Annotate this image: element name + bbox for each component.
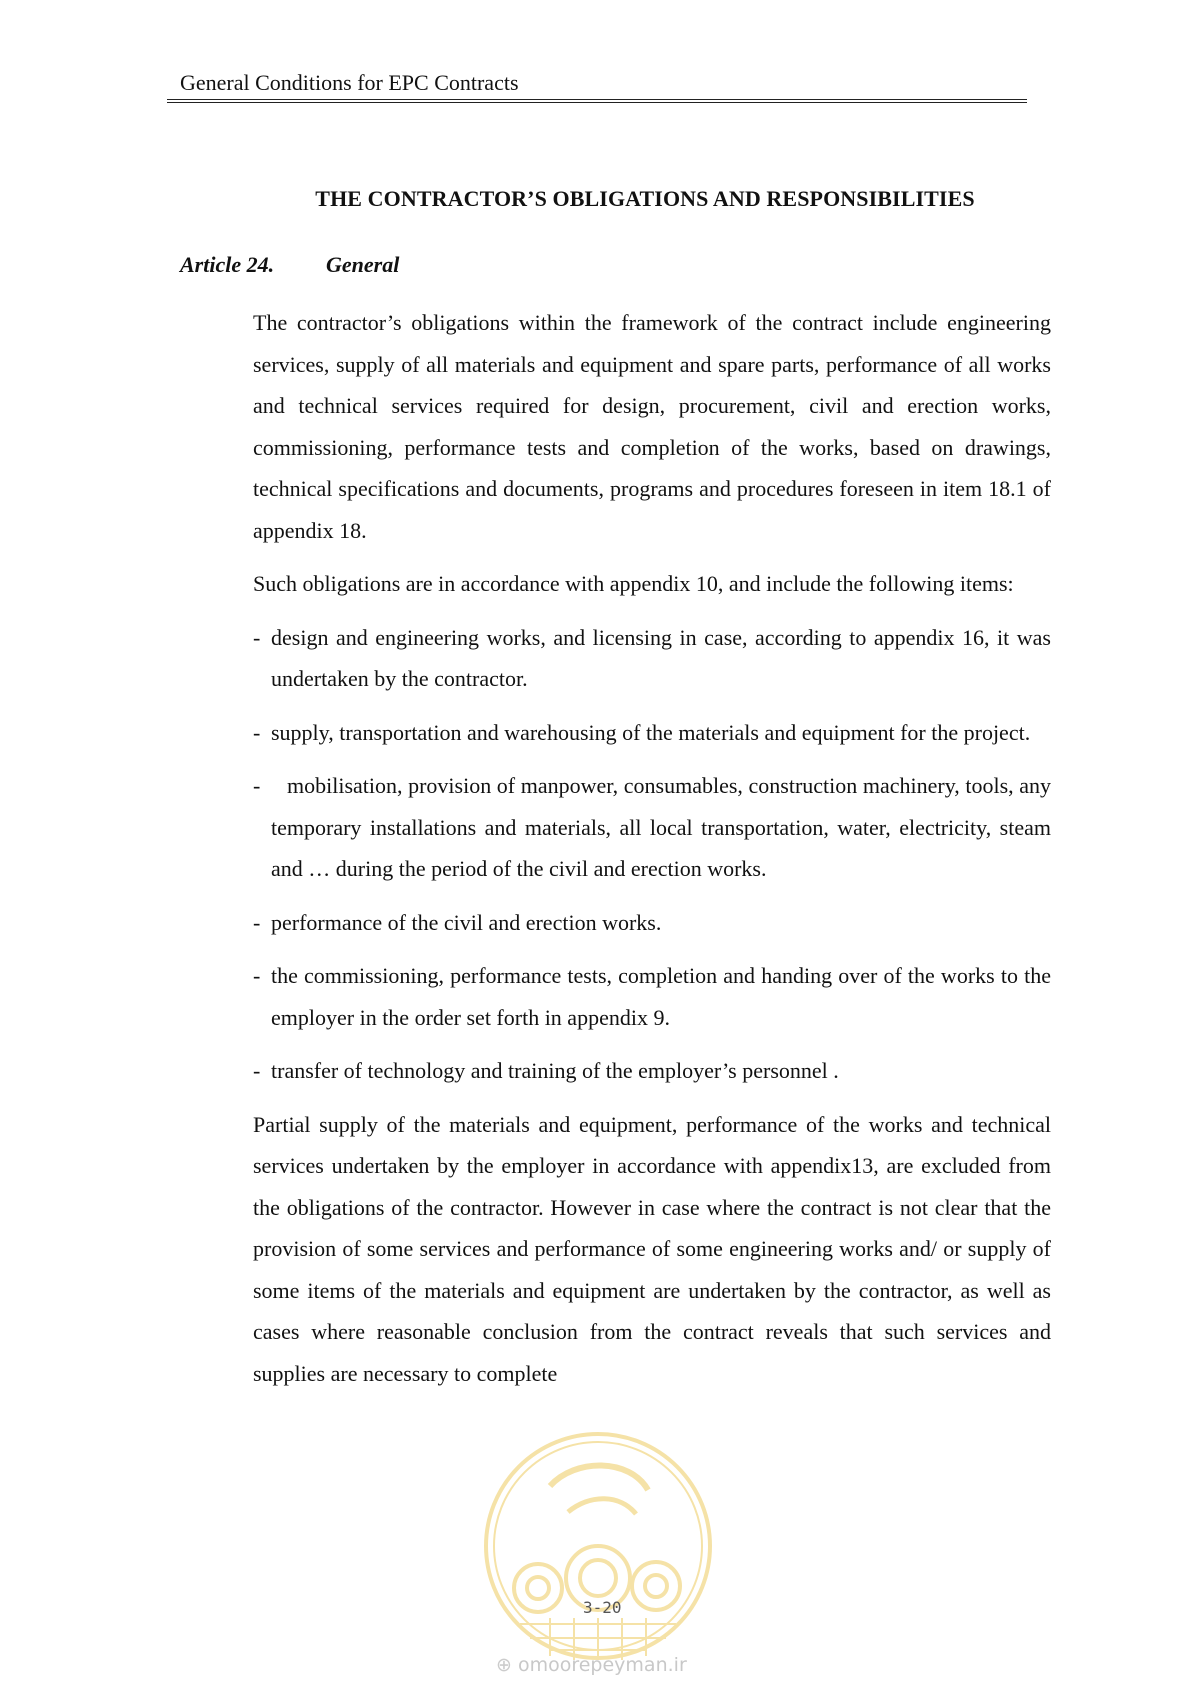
page-number: 3-20	[583, 1598, 622, 1617]
site-watermark-text: omoorepeyman.ir	[517, 1654, 687, 1676]
list-item-text: performance of the civil and erection works.	[271, 909, 662, 935]
list-dash: -	[253, 719, 261, 745]
list-dash: -	[253, 909, 261, 935]
list-item	[253, 955, 1051, 1038]
list-item-text: mobilisation, provision of manpower, consumables, construction machinery, tools, any temporary installations and materials, all local transportation, water, electricity, steam and … during the period of the civil and erection works.	[271, 773, 1051, 881]
list-item	[253, 902, 1051, 944]
list-dash: -	[253, 963, 261, 988]
running-header: General Conditions for EPC Contracts	[180, 70, 519, 95]
list-dash: -	[253, 773, 261, 798]
article-heading	[180, 252, 400, 278]
list-item	[253, 617, 1051, 700]
paragraph-obligations-items-intro: Such obligations are in accordance with appendix 10, and include the following items:	[253, 571, 1014, 596]
list-item-text: transfer of technology and training of the employer’s personnel .	[271, 1058, 839, 1083]
gears-seal-watermark-icon	[480, 1428, 716, 1664]
article-name: General	[326, 252, 400, 277]
section-title: THE CONTRACTOR’S OBLIGATIONS AND RESPONSIBILITIES	[315, 186, 975, 211]
list-item	[253, 1050, 1051, 1092]
site-watermark	[496, 1654, 687, 1676]
paragraph-exclusions: Partial supply of the materials and equipment, performance of the works and technical services undertaken by the employer in accordance with appendix13, are excluded from the obligations of the contractor. However in case where the contract is not clear that the provision of some services and performance of some engineering works and/ or supply of some items of the materials and equipment are undertaken by the contractor, as well as cases where reasonable conclusion from the contract reveals that such services and supplies are necessary to complete	[253, 1111, 1051, 1386]
globe-icon: ⊕	[496, 1654, 512, 1676]
list-item-text: supply, transportation and warehousing of the materials and equipment for the project.	[271, 719, 1031, 745]
list-item	[253, 765, 1051, 890]
list-dash: -	[253, 624, 261, 650]
article-body	[253, 302, 1051, 1406]
list-item-text: design and engineering works, and licensing in case, according to appendix 16, it was undertaken by the contractor.	[271, 624, 1051, 691]
list-dash: -	[253, 1058, 261, 1083]
list-item	[253, 712, 1051, 754]
article-number: Article 24.	[180, 252, 275, 277]
header-divider	[167, 99, 1027, 103]
list-item-text: the commissioning, performance tests, completion and handing over of the works to the employer in the order set forth in appendix 9.	[271, 963, 1051, 1030]
paragraph-obligations-scope: The contractor’s obligations within the framework of the contract include engineering services, supply of all materials and equipment and spare parts, performance of all works and technical services required for design, procurement, civil and erection works, commissioning, performance tests and completion of the works, based on drawings, technical specifications and documents, programs and procedures foreseen in item 18.1 of appendix 18.	[253, 310, 1051, 543]
